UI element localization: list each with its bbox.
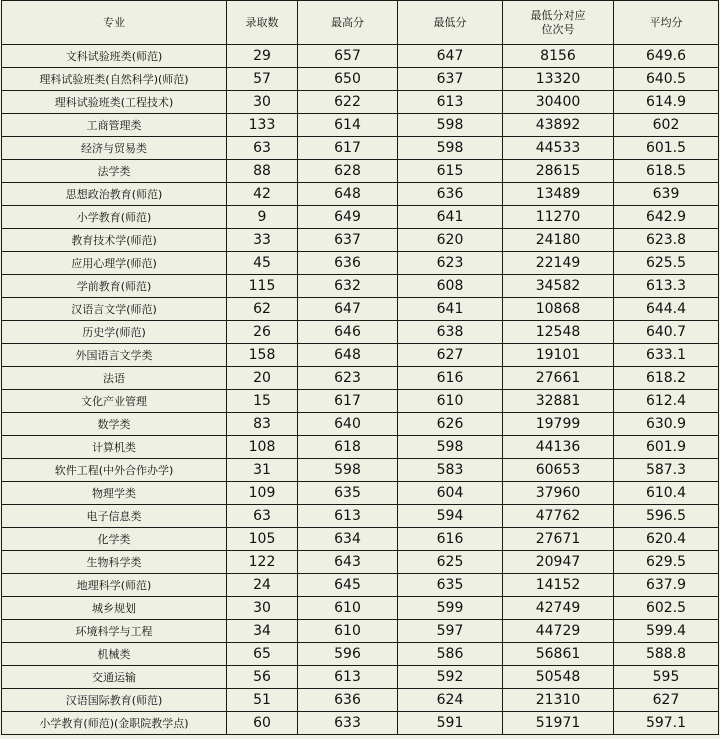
table-row xyxy=(2,160,719,183)
table-row xyxy=(2,183,719,206)
cell-admitted-count: 63 xyxy=(227,137,298,160)
cell-lowest-rank: 11270 xyxy=(503,206,614,229)
cell-highest-score: 613 xyxy=(298,666,398,689)
cell-lowest-score: 613 xyxy=(398,91,503,114)
table-row xyxy=(2,574,719,597)
cell-major: 汉语言文学(师范) xyxy=(2,298,227,321)
cell-highest-score: 637 xyxy=(298,229,398,252)
cell-lowest-rank: 50548 xyxy=(503,666,614,689)
cell-lowest-score: 604 xyxy=(398,482,503,505)
cell-highest-score: 636 xyxy=(298,689,398,712)
cell-average-score: 640.5 xyxy=(614,68,719,91)
cell-major: 外国语言文学类 xyxy=(2,344,227,367)
cell-lowest-rank: 13320 xyxy=(503,68,614,91)
header-admitted-count: 录取数 xyxy=(227,1,298,45)
table-row xyxy=(2,68,719,91)
cell-highest-score: 628 xyxy=(298,160,398,183)
table-row xyxy=(2,597,719,620)
table-row xyxy=(2,344,719,367)
cell-lowest-score: 627 xyxy=(398,344,503,367)
cell-admitted-count: 33 xyxy=(227,229,298,252)
cell-lowest-rank: 28615 xyxy=(503,160,614,183)
cell-average-score: 597.1 xyxy=(614,712,719,735)
table-row xyxy=(2,367,719,390)
cell-lowest-rank: 56861 xyxy=(503,643,614,666)
cell-lowest-score: 620 xyxy=(398,229,503,252)
cell-admitted-count: 108 xyxy=(227,436,298,459)
cell-lowest-rank: 43892 xyxy=(503,114,614,137)
cell-highest-score: 614 xyxy=(298,114,398,137)
cell-major: 软件工程(中外合作办学) xyxy=(2,459,227,482)
cell-admitted-count: 65 xyxy=(227,643,298,666)
cell-average-score: 623.8 xyxy=(614,229,719,252)
table-row xyxy=(2,666,719,689)
cell-admitted-count: 115 xyxy=(227,275,298,298)
header-lowest-score: 最低分 xyxy=(398,1,503,45)
cell-highest-score: 633 xyxy=(298,712,398,735)
cell-lowest-score: 635 xyxy=(398,574,503,597)
cell-lowest-score: 641 xyxy=(398,298,503,321)
table-row xyxy=(2,321,719,344)
cell-average-score: 637.9 xyxy=(614,574,719,597)
cell-admitted-count: 88 xyxy=(227,160,298,183)
cell-lowest-rank: 20947 xyxy=(503,551,614,574)
cell-lowest-score: 598 xyxy=(398,436,503,459)
cell-average-score: 630.9 xyxy=(614,413,719,436)
cell-average-score: 625.5 xyxy=(614,252,719,275)
cell-major: 电子信息类 xyxy=(2,505,227,528)
cell-highest-score: 617 xyxy=(298,390,398,413)
cell-highest-score: 596 xyxy=(298,643,398,666)
table-row xyxy=(2,459,719,482)
table-row xyxy=(2,45,719,68)
cell-admitted-count: 42 xyxy=(227,183,298,206)
cell-highest-score: 617 xyxy=(298,137,398,160)
cell-lowest-rank: 8156 xyxy=(503,45,614,68)
cell-lowest-score: 615 xyxy=(398,160,503,183)
header-lowest-rank: 最低分对应 位次号 xyxy=(503,1,614,45)
cell-major: 物理学类 xyxy=(2,482,227,505)
cell-average-score: 618.5 xyxy=(614,160,719,183)
cell-average-score: 595 xyxy=(614,666,719,689)
cell-admitted-count: 63 xyxy=(227,505,298,528)
cell-major: 交通运输 xyxy=(2,666,227,689)
cell-major: 小学教育(师范) xyxy=(2,206,227,229)
cell-lowest-rank: 13489 xyxy=(503,183,614,206)
cell-average-score: 601.9 xyxy=(614,436,719,459)
cell-lowest-score: 623 xyxy=(398,252,503,275)
table-row xyxy=(2,505,719,528)
cell-lowest-score: 594 xyxy=(398,505,503,528)
cell-average-score: 627 xyxy=(614,689,719,712)
cell-admitted-count: 56 xyxy=(227,666,298,689)
table-row xyxy=(2,206,719,229)
cell-lowest-rank: 19799 xyxy=(503,413,614,436)
cell-lowest-score: 583 xyxy=(398,459,503,482)
cell-lowest-score: 592 xyxy=(398,666,503,689)
cell-lowest-rank: 27671 xyxy=(503,528,614,551)
cell-average-score: 642.9 xyxy=(614,206,719,229)
cell-lowest-score: 624 xyxy=(398,689,503,712)
cell-admitted-count: 45 xyxy=(227,252,298,275)
cell-major: 环境科学与工程 xyxy=(2,620,227,643)
cell-major: 机械类 xyxy=(2,643,227,666)
table-row xyxy=(2,712,719,735)
table-row xyxy=(2,482,719,505)
cell-highest-score: 623 xyxy=(298,367,398,390)
cell-highest-score: 643 xyxy=(298,551,398,574)
cell-admitted-count: 34 xyxy=(227,620,298,643)
cell-lowest-score: 641 xyxy=(398,206,503,229)
header-row xyxy=(2,1,719,45)
cell-highest-score: 598 xyxy=(298,459,398,482)
cell-highest-score: 613 xyxy=(298,505,398,528)
cell-highest-score: 634 xyxy=(298,528,398,551)
cell-major: 数学类 xyxy=(2,413,227,436)
cell-admitted-count: 29 xyxy=(227,45,298,68)
cell-admitted-count: 24 xyxy=(227,574,298,597)
cell-lowest-rank: 22149 xyxy=(503,252,614,275)
cell-highest-score: 636 xyxy=(298,252,398,275)
cell-lowest-score: 608 xyxy=(398,275,503,298)
table-row xyxy=(2,275,719,298)
cell-lowest-score: 616 xyxy=(398,367,503,390)
header-average-score: 平均分 xyxy=(614,1,719,45)
table-row xyxy=(2,689,719,712)
cell-lowest-score: 637 xyxy=(398,68,503,91)
cell-average-score: 612.4 xyxy=(614,390,719,413)
cell-major: 思想政治教育(师范) xyxy=(2,183,227,206)
cell-major: 生物科学类 xyxy=(2,551,227,574)
cell-lowest-rank: 44533 xyxy=(503,137,614,160)
cell-lowest-rank: 51971 xyxy=(503,712,614,735)
cell-lowest-score: 638 xyxy=(398,321,503,344)
cell-highest-score: 649 xyxy=(298,206,398,229)
cell-lowest-score: 610 xyxy=(398,390,503,413)
cell-major: 理科试验班类(自然科学)(师范) xyxy=(2,68,227,91)
table-row xyxy=(2,229,719,252)
cell-admitted-count: 62 xyxy=(227,298,298,321)
cell-average-score: 614.9 xyxy=(614,91,719,114)
cell-average-score: 640.7 xyxy=(614,321,719,344)
cell-lowest-rank: 10868 xyxy=(503,298,614,321)
cell-lowest-rank: 21310 xyxy=(503,689,614,712)
cell-lowest-rank: 60653 xyxy=(503,459,614,482)
cell-lowest-rank: 12548 xyxy=(503,321,614,344)
cell-average-score: 639 xyxy=(614,183,719,206)
cell-highest-score: 610 xyxy=(298,597,398,620)
admission-scores-table xyxy=(1,0,719,735)
cell-lowest-rank: 44136 xyxy=(503,436,614,459)
cell-highest-score: 635 xyxy=(298,482,398,505)
cell-highest-score: 648 xyxy=(298,344,398,367)
cell-admitted-count: 122 xyxy=(227,551,298,574)
cell-major: 教育技术学(师范) xyxy=(2,229,227,252)
table-row xyxy=(2,528,719,551)
cell-lowest-score: 599 xyxy=(398,597,503,620)
cell-lowest-score: 586 xyxy=(398,643,503,666)
cell-lowest-rank: 27661 xyxy=(503,367,614,390)
table-row xyxy=(2,390,719,413)
cell-average-score: 610.4 xyxy=(614,482,719,505)
cell-lowest-rank: 30400 xyxy=(503,91,614,114)
cell-admitted-count: 30 xyxy=(227,91,298,114)
cell-lowest-score: 616 xyxy=(398,528,503,551)
cell-major: 文化产业管理 xyxy=(2,390,227,413)
table-row xyxy=(2,298,719,321)
cell-major: 法学类 xyxy=(2,160,227,183)
cell-major: 汉语国际教育(师范) xyxy=(2,689,227,712)
cell-admitted-count: 57 xyxy=(227,68,298,91)
cell-lowest-score: 598 xyxy=(398,137,503,160)
cell-highest-score: 648 xyxy=(298,183,398,206)
cell-highest-score: 645 xyxy=(298,574,398,597)
cell-admitted-count: 9 xyxy=(227,206,298,229)
cell-average-score: 618.2 xyxy=(614,367,719,390)
cell-major: 工商管理类 xyxy=(2,114,227,137)
cell-admitted-count: 158 xyxy=(227,344,298,367)
cell-admitted-count: 60 xyxy=(227,712,298,735)
cell-lowest-score: 647 xyxy=(398,45,503,68)
cell-lowest-rank: 37960 xyxy=(503,482,614,505)
cell-average-score: 613.3 xyxy=(614,275,719,298)
cell-admitted-count: 30 xyxy=(227,597,298,620)
cell-average-score: 588.8 xyxy=(614,643,719,666)
cell-highest-score: 640 xyxy=(298,413,398,436)
cell-highest-score: 622 xyxy=(298,91,398,114)
cell-admitted-count: 15 xyxy=(227,390,298,413)
cell-average-score: 599.4 xyxy=(614,620,719,643)
cell-lowest-rank: 19101 xyxy=(503,344,614,367)
table-row xyxy=(2,643,719,666)
cell-highest-score: 657 xyxy=(298,45,398,68)
cell-lowest-rank: 44729 xyxy=(503,620,614,643)
table-row xyxy=(2,252,719,275)
table-row xyxy=(2,91,719,114)
cell-major: 应用心理学(师范) xyxy=(2,252,227,275)
cell-average-score: 649.6 xyxy=(614,45,719,68)
header-highest-score: 最高分 xyxy=(298,1,398,45)
cell-average-score: 633.1 xyxy=(614,344,719,367)
cell-average-score: 587.3 xyxy=(614,459,719,482)
cell-highest-score: 618 xyxy=(298,436,398,459)
cell-admitted-count: 51 xyxy=(227,689,298,712)
cell-major: 理科试验班类(工程技术) xyxy=(2,91,227,114)
cell-major: 化学类 xyxy=(2,528,227,551)
cell-major: 学前教育(师范) xyxy=(2,275,227,298)
cell-lowest-score: 636 xyxy=(398,183,503,206)
cell-admitted-count: 83 xyxy=(227,413,298,436)
cell-major: 法语 xyxy=(2,367,227,390)
cell-lowest-rank: 34582 xyxy=(503,275,614,298)
table-row xyxy=(2,436,719,459)
cell-lowest-score: 597 xyxy=(398,620,503,643)
cell-admitted-count: 26 xyxy=(227,321,298,344)
cell-lowest-score: 598 xyxy=(398,114,503,137)
cell-average-score: 602.5 xyxy=(614,597,719,620)
cell-highest-score: 610 xyxy=(298,620,398,643)
cell-lowest-rank: 24180 xyxy=(503,229,614,252)
cell-lowest-rank: 42749 xyxy=(503,597,614,620)
cell-admitted-count: 109 xyxy=(227,482,298,505)
cell-average-score: 602 xyxy=(614,114,719,137)
cell-average-score: 620.4 xyxy=(614,528,719,551)
cell-major: 地理科学(师范) xyxy=(2,574,227,597)
cell-admitted-count: 105 xyxy=(227,528,298,551)
header-major: 专业 xyxy=(2,1,227,45)
cell-admitted-count: 133 xyxy=(227,114,298,137)
table-body xyxy=(2,45,719,735)
cell-lowest-rank: 47762 xyxy=(503,505,614,528)
cell-lowest-score: 625 xyxy=(398,551,503,574)
cell-major: 经济与贸易类 xyxy=(2,137,227,160)
table-row xyxy=(2,620,719,643)
cell-lowest-score: 626 xyxy=(398,413,503,436)
table-row xyxy=(2,137,719,160)
table-row xyxy=(2,114,719,137)
cell-lowest-score: 591 xyxy=(398,712,503,735)
cell-lowest-rank: 32881 xyxy=(503,390,614,413)
cell-highest-score: 632 xyxy=(298,275,398,298)
cell-major: 文科试验班类(师范) xyxy=(2,45,227,68)
cell-average-score: 629.5 xyxy=(614,551,719,574)
cell-average-score: 596.5 xyxy=(614,505,719,528)
cell-admitted-count: 20 xyxy=(227,367,298,390)
table-row xyxy=(2,551,719,574)
cell-lowest-rank: 14152 xyxy=(503,574,614,597)
cell-major: 城乡规划 xyxy=(2,597,227,620)
cell-major: 小学教育(师范)(金职院教学点) xyxy=(2,712,227,735)
cell-major: 历史学(师范) xyxy=(2,321,227,344)
cell-highest-score: 646 xyxy=(298,321,398,344)
cell-admitted-count: 31 xyxy=(227,459,298,482)
table-row xyxy=(2,413,719,436)
cell-major: 计算机类 xyxy=(2,436,227,459)
cell-average-score: 644.4 xyxy=(614,298,719,321)
cell-highest-score: 650 xyxy=(298,68,398,91)
cell-average-score: 601.5 xyxy=(614,137,719,160)
cell-highest-score: 647 xyxy=(298,298,398,321)
